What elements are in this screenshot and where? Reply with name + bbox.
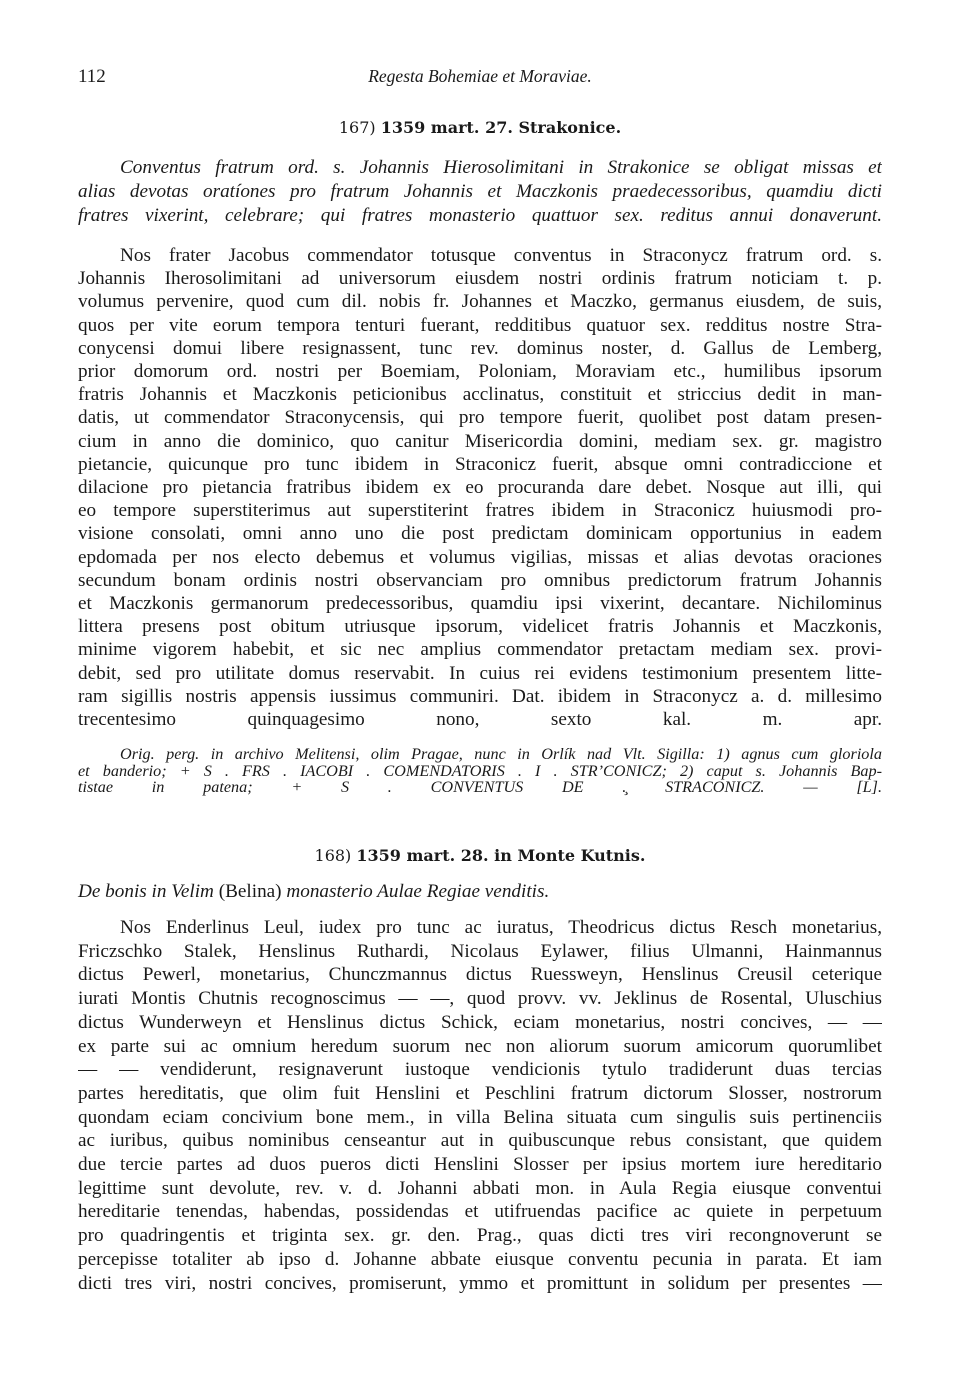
text-line: — — vendiderunt, resignaverunt iustoque vendicionis tytulo tradiderunt duas tercias <box>78 1059 882 1081</box>
entry-167-date: 1359 mart. 27. Strakonice. <box>380 118 622 137</box>
text-line: Nos Enderlinus Leul, iudex pro tunc ac iuratus, Theodricus dictus Resch monetarius, <box>120 917 882 938</box>
text-line: dictus Wunderweyn et Henslinus dictus Schick, eciam monetarius, nostri concives, — — <box>78 1011 882 1033</box>
text-line: dilacione pro pietancia fratribus ibidem ex eo procuranda dare debet. Nosque aut illi, qui <box>78 477 882 498</box>
text-line: Johannis Iherosolimitani ad universorum eiusdem nostri ordinis fratrum noticiam t. p. <box>78 268 882 290</box>
text-line: epdomada per nos electo debemus et volumus vigilias, missas et alias devotas oraciones <box>78 546 882 568</box>
note-line: Orig. perg. in archivo Melitensi, olim Pragae, nunc in Orlík nad Vlt. Sigilla: 1) agnus cum gloriola <box>120 746 882 763</box>
running-title: Regesta Bohemiae et Moraviae. <box>368 66 592 86</box>
text-line: et Maczkonis germanorum predecessoribus, quamdiu ipsi vixerint, decantare. Nichilominus <box>78 593 882 614</box>
page-header <box>78 62 882 92</box>
text-line: percepisse totaliter ab ipso d. Johanne abbate eiusque conventu pecunia in parata. Et iam <box>78 1248 882 1270</box>
text-line: Friczschko Stalek, Henslinus Ruthardi, Nicolaus Eylawer, filius Ulmanni, Hainmannus <box>78 940 882 962</box>
text-line: partes hereditatis, que olim fuit Henslini et Peschlini fratrum dictorum Slosser, nostrorum <box>78 1082 882 1104</box>
text-line: conycensi domui libere resignassent, tunc rev. dominus noster, d. Gallus de Lemberg, <box>78 337 882 359</box>
page-number: 112 <box>78 66 106 87</box>
text-line: pro quadringentis et triginta sex. gr. den. Prag., quas dicti tres viri recongnoverunt se <box>78 1225 882 1247</box>
text-line: dicti tres viri, nostri concives, promiserunt, ymmo et promittunt in solidum per presentes — <box>78 1272 882 1294</box>
text-line: Nos frater Jacobus commendator totusque conventus in Straconycz fratrum ord. s. <box>120 245 882 266</box>
note-line: tistae in patena; + S . CONVENTUS DE .̧ STRACONICZ. — [L]. <box>78 779 882 796</box>
note-line: et banderio; + S . FRS . IACOBI . COMENDATORIS . I . STR’CONICZ; 2) caput s. Johannis Bap- <box>78 762 882 780</box>
text-line: littera presens post obitum utriusque ipsorum, videlicet fratris Johannis et Maczkonis, <box>78 616 882 638</box>
text-line: quos per vite eorum tempora tenturi fuerant, redditibus quatuor sex. redditus nostre Stra- <box>78 314 882 336</box>
text-line: quondam eciam concivium bone mem., in villa Belina situata cum singulis suis pertinenciis <box>78 1106 882 1128</box>
summary-part-3: monasterio Aulae Regiae venditis. <box>286 881 550 902</box>
summary-line <box>78 880 882 904</box>
summary-line: fratres vixerint, celebrare; qui fratres monasterio quattuor sex. reditus annui donaverunt. <box>78 205 882 226</box>
text-line: secundum bonam ordinis nostri observanciam pro omnibus predictorum fratrum Johannis <box>78 569 882 591</box>
entry-168-number: 168) <box>314 846 352 865</box>
text-line: cium in anno die dominico, quo canitur Misericordia domini, mediam sex. gr. magistro <box>78 430 882 452</box>
text-line: debit, sed pro utilitate domus reservabit. In cuius rei evidens testimonium presentem litte- <box>78 662 882 684</box>
summary-line: Conventus fratrum ord. s. Johannis Hierosolimitani in Strakonice se obligat missas et <box>120 157 882 178</box>
text-line: legittime sunt devolute, rev. v. d. Johanni abbati mon. in Aula Regia eiusque conventui <box>78 1177 882 1199</box>
text-line: ex parte sui ac omnium heredum suorum nec non aliorum suorum amicorum quorumlibet <box>78 1035 882 1057</box>
text-line: datis, ut commendator Straconycensis, qui pro tempore fuerit, quolibet post datam presen- <box>78 407 882 429</box>
summary-part-2: (Belina) <box>218 881 282 902</box>
text-line: trecentesimo quinquagesimo nono, sexto kal. m. apr. <box>78 709 882 730</box>
text-line: eo tempore superstiterimus aut superstiterint fratres ibidem in Straconicz huiusmodi pro- <box>78 500 882 522</box>
entry-167-number: 167) <box>338 118 376 137</box>
text-line: iurati Montis Chutnis recognoscimus — —, quod provv. vv. Jeklinus de Rosental, Uluschius <box>78 988 882 1010</box>
text-line: ram sigillis nostris appensis iussimus communiri. Dat. ibidem in Straconycz a. d. millesimo <box>78 685 882 707</box>
summary-line: alias devotas oratíones pro fratrum Johannis et Maczkonis praedecessoribus, quamdiu dicti <box>78 181 882 202</box>
text-line: hereditarie tenendas, habendas, possidendas et utifruendas pacifice ac quiete in perpetuum <box>78 1201 882 1223</box>
entry-168-date: 1359 mart. 28. in Monte Kutnis. <box>356 846 646 865</box>
text-line: prior domorum ord. nostri per Boemiam, Poloniam, Moraviam etc., humilibus ipsorum <box>78 361 882 382</box>
summary-part-1: De bonis in Velim <box>78 881 214 902</box>
text-line: dictus Pewerl, monetarius, Chunczmannus dictus Ruessweyn, Henslinus Creusil ceterique <box>78 964 882 986</box>
entry-167-heading <box>78 118 882 137</box>
text-line: pietancie, quicunque pro tunc ibidem in Straconicz fuerit, absque omni contradiccione et <box>78 453 882 475</box>
text-line: fratris Johannis et Maczkonis peticionibus acclinatus, constituit et striccius dedit in man- <box>78 384 882 406</box>
entry-168-heading <box>78 846 882 865</box>
text-line: due tercie partes ad duos pueros dicti Henslini Slosser per ipsius mortem iure hereditario <box>78 1154 882 1175</box>
text-line: visione consolati, omni anno uno die post predictam dominicam opportunius in eadem <box>78 523 882 545</box>
text-line: ac iuribus, quibus nominibus censeantur aut in quibuscunque rebus consistant, que quidem <box>78 1130 882 1152</box>
text-line: volumus pervenire, quod cum dil. nobis fr. Johannes et Maczko, germanus eiusdem, de suis, <box>78 291 882 313</box>
text-line: minime vigorem habebit, et sic nec amplius commendator pretactam mediam sex. provi- <box>78 639 882 661</box>
